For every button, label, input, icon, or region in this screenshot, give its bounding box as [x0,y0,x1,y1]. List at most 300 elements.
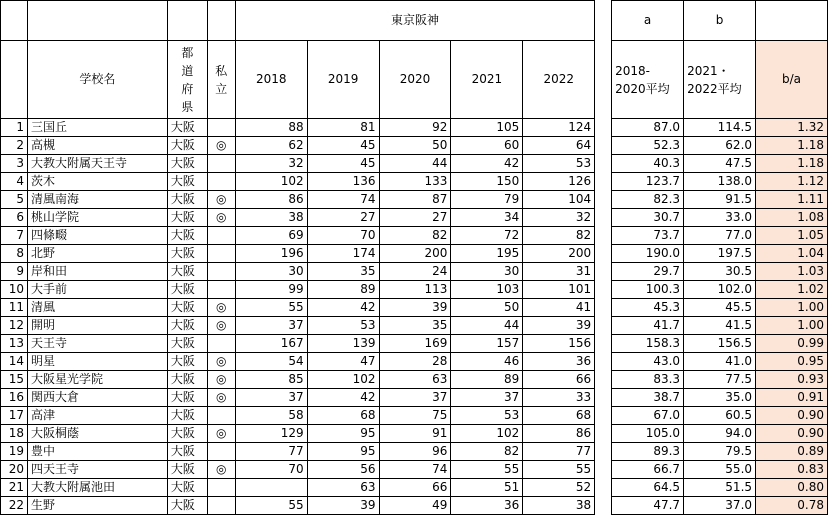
year-2021-cell[interactable]: 53 [451,407,523,425]
avg-b-cell[interactable]: 79.5 [684,443,756,461]
avg-a-cell[interactable]: 45.3 [612,299,684,317]
prefecture-cell[interactable]: 大阪 [167,299,207,317]
table-row [1,497,828,515]
school-name-cell[interactable]: 岸和田 [27,263,167,281]
year-2021-header[interactable]: 2021 [451,41,523,119]
prefecture-cell[interactable]: 大阪 [167,461,207,479]
ratio-cell[interactable]: 1.03 [756,263,828,281]
year-2021-cell[interactable]: 150 [451,173,523,191]
table-row [1,191,828,209]
school-name-cell[interactable]: 大手前 [27,281,167,299]
year-2022-cell[interactable]: 52 [523,479,595,497]
year-2018-cell[interactable]: 58 [235,407,307,425]
avg-a-header[interactable] [612,41,684,119]
year-2020-cell[interactable]: 66 [379,479,451,497]
year-2019-cell[interactable]: 95 [307,425,379,443]
year-2019-cell[interactable]: 95 [307,443,379,461]
year-2022-cell[interactable]: 77 [523,443,595,461]
ratio-cell[interactable]: 0.91 [756,389,828,407]
header-blank-cell[interactable] [1,41,28,119]
year-2018-cell[interactable]: 32 [235,155,307,173]
year-2018-cell[interactable]: 55 [235,497,307,515]
private-mark-cell[interactable]: ◎ [207,389,235,407]
prefecture-cell[interactable]: 大阪 [167,335,207,353]
year-2019-cell[interactable]: 81 [307,119,379,137]
header-blank-cell[interactable] [207,1,235,41]
row-number-cell[interactable]: 20 [1,461,28,479]
row-number-cell[interactable]: 4 [1,173,28,191]
avg-a-cell[interactable]: 43.0 [612,353,684,371]
school-name-cell[interactable]: 清風南海 [27,191,167,209]
row-number-cell[interactable]: 5 [1,191,28,209]
ratio-cell[interactable]: 0.90 [756,407,828,425]
ratio-cell[interactable]: 0.83 [756,461,828,479]
avg-a-cell[interactable]: 64.5 [612,479,684,497]
avg-b-cell[interactable]: 41.5 [684,317,756,335]
prefecture-cell[interactable]: 大阪 [167,317,207,335]
prefecture-cell[interactable]: 大阪 [167,173,207,191]
year-2019-header[interactable]: 2019 [307,41,379,119]
ratio-cell[interactable]: 0.78 [756,497,828,515]
year-2018-cell[interactable]: 196 [235,245,307,263]
year-2018-cell[interactable] [235,479,307,497]
row-number-cell[interactable]: 13 [1,335,28,353]
year-2019-cell[interactable]: 139 [307,335,379,353]
col-a-header[interactable]: a [612,1,684,41]
avg-a-cell[interactable]: 29.7 [612,263,684,281]
private-mark-cell[interactable] [207,443,235,461]
private-mark-cell[interactable] [207,155,235,173]
year-2020-cell[interactable]: 92 [379,119,451,137]
ratio-cell[interactable]: 0.95 [756,353,828,371]
prefecture-cell[interactable]: 大阪 [167,209,207,227]
row-number-cell[interactable]: 2 [1,137,28,155]
avg-b-cell[interactable]: 138.0 [684,173,756,191]
year-2020-cell[interactable]: 87 [379,191,451,209]
year-2020-cell[interactable]: 96 [379,443,451,461]
table-row [1,389,828,407]
year-2020-cell[interactable]: 133 [379,173,451,191]
prefecture-cell[interactable]: 大阪 [167,263,207,281]
year-2022-header[interactable]: 2022 [523,41,595,119]
row-number-cell[interactable]: 7 [1,227,28,245]
year-2021-cell[interactable]: 51 [451,479,523,497]
year-2021-cell[interactable]: 102 [451,425,523,443]
private-mark-cell[interactable] [207,263,235,281]
row-number-cell[interactable]: 21 [1,479,28,497]
school-name-cell[interactable]: 関西大倉 [27,389,167,407]
avg-a-cell[interactable]: 89.3 [612,443,684,461]
ratio-cell[interactable]: 1.08 [756,209,828,227]
avg-b-cell[interactable]: 91.5 [684,191,756,209]
year-2020-cell[interactable]: 37 [379,389,451,407]
avg-b-cell[interactable]: 55.0 [684,461,756,479]
row-number-cell[interactable]: 6 [1,209,28,227]
avg-b-cell[interactable]: 156.5 [684,335,756,353]
year-2020-cell[interactable]: 28 [379,353,451,371]
school-name-cell[interactable]: 大阪星光学院 [27,371,167,389]
year-2019-cell[interactable]: 89 [307,281,379,299]
year-2022-cell[interactable]: 124 [523,119,595,137]
school-name-cell[interactable]: 北野 [27,245,167,263]
prefecture-cell[interactable]: 大阪 [167,119,207,137]
private-mark-cell[interactable] [207,497,235,515]
school-name-cell[interactable]: 清風 [27,299,167,317]
year-2018-cell[interactable]: 167 [235,335,307,353]
table-row [1,299,828,317]
table-row [1,119,828,137]
row-number-cell[interactable]: 9 [1,263,28,281]
year-2020-cell[interactable]: 82 [379,227,451,245]
row-number-cell[interactable]: 18 [1,425,28,443]
ratio-cell[interactable]: 1.32 [756,119,828,137]
private-mark-cell[interactable]: ◎ [207,191,235,209]
year-2021-cell[interactable]: 37 [451,389,523,407]
ratio-cell[interactable]: 1.12 [756,173,828,191]
row-number-cell[interactable]: 22 [1,497,28,515]
year-2021-cell[interactable]: 36 [451,497,523,515]
year-2021-cell[interactable]: 55 [451,461,523,479]
year-2020-cell[interactable]: 169 [379,335,451,353]
year-2020-cell[interactable]: 200 [379,245,451,263]
year-2022-cell[interactable]: 68 [523,407,595,425]
avg-b-cell[interactable]: 102.0 [684,281,756,299]
year-2020-cell[interactable]: 91 [379,425,451,443]
prefecture-cell[interactable]: 大阪 [167,155,207,173]
row-number-cell[interactable]: 3 [1,155,28,173]
year-2018-cell[interactable]: 99 [235,281,307,299]
prefecture-header[interactable] [167,41,207,119]
year-2019-cell[interactable]: 70 [307,227,379,245]
year-2018-cell[interactable]: 62 [235,137,307,155]
avg-b-cell[interactable]: 114.5 [684,119,756,137]
ratio-cell[interactable]: 0.93 [756,371,828,389]
year-2021-cell[interactable]: 46 [451,353,523,371]
year-2018-header[interactable]: 2018 [235,41,307,119]
avg-b-cell[interactable]: 197.5 [684,245,756,263]
year-2021-cell[interactable]: 82 [451,443,523,461]
prefecture-cell[interactable]: 大阪 [167,137,207,155]
year-2022-cell[interactable]: 31 [523,263,595,281]
school-name-cell[interactable]: 生野 [27,497,167,515]
year-2021-cell[interactable]: 60 [451,137,523,155]
avg-a-cell[interactable]: 105.0 [612,425,684,443]
year-2021-cell[interactable]: 42 [451,155,523,173]
year-2021-cell[interactable]: 30 [451,263,523,281]
ratio-cell[interactable]: 1.11 [756,191,828,209]
year-2019-cell[interactable]: 45 [307,137,379,155]
avg-a-cell[interactable]: 82.3 [612,191,684,209]
ratio-cell[interactable]: 1.04 [756,245,828,263]
year-2022-cell[interactable]: 38 [523,497,595,515]
avg-a-cell[interactable]: 190.0 [612,245,684,263]
year-2018-cell[interactable]: 70 [235,461,307,479]
private-header[interactable] [207,41,235,119]
avg-a-cell[interactable]: 47.7 [612,497,684,515]
private-mark-cell[interactable] [207,227,235,245]
avg-b-cell[interactable]: 41.0 [684,353,756,371]
avg-a-cell[interactable]: 83.3 [612,371,684,389]
year-2021-cell[interactable]: 34 [451,209,523,227]
year-2019-cell[interactable]: 39 [307,497,379,515]
school-name-cell[interactable]: 開明 [27,317,167,335]
gap-cell [595,173,612,191]
year-2021-cell[interactable]: 195 [451,245,523,263]
year-2019-cell[interactable]: 74 [307,191,379,209]
gap-cell [595,461,612,479]
avg-a-cell[interactable]: 73.7 [612,227,684,245]
school-name-cell[interactable]: 豊中 [27,443,167,461]
avg-b-cell[interactable]: 35.0 [684,389,756,407]
year-2021-cell[interactable]: 157 [451,335,523,353]
row-number-cell[interactable]: 14 [1,353,28,371]
private-mark-cell[interactable]: ◎ [207,425,235,443]
gap-cell [595,353,612,371]
ratio-cell[interactable]: 1.18 [756,137,828,155]
avg-a-line: 2020平均 [615,81,670,96]
private-mark-cell[interactable]: ◎ [207,209,235,227]
avg-b-cell[interactable]: 45.5 [684,299,756,317]
ratio-cell[interactable]: 1.05 [756,227,828,245]
year-2018-cell[interactable]: 69 [235,227,307,245]
prefecture-cell[interactable]: 大阪 [167,245,207,263]
prefecture-cell[interactable]: 大阪 [167,227,207,245]
year-2021-cell[interactable]: 103 [451,281,523,299]
avg-b-cell[interactable]: 62.0 [684,137,756,155]
avg-a-cell[interactable]: 123.7 [612,173,684,191]
year-2019-cell[interactable]: 42 [307,299,379,317]
year-2019-cell[interactable]: 42 [307,389,379,407]
row-number-cell[interactable]: 17 [1,407,28,425]
year-2020-cell[interactable]: 44 [379,155,451,173]
prefecture-cell[interactable]: 大阪 [167,479,207,497]
year-2020-cell[interactable]: 35 [379,317,451,335]
school-name-cell[interactable]: 茨木 [27,173,167,191]
avg-a-cell[interactable]: 100.3 [612,281,684,299]
avg-b-cell[interactable]: 33.0 [684,209,756,227]
year-2020-cell[interactable]: 113 [379,281,451,299]
school-name-cell[interactable]: 大教大附属天王寺 [27,155,167,173]
school-name-cell[interactable]: 天王寺 [27,335,167,353]
prefecture-cell[interactable]: 大阪 [167,443,207,461]
year-2022-cell[interactable]: 32 [523,209,595,227]
table-row [1,245,828,263]
avg-a-cell[interactable]: 52.3 [612,137,684,155]
gap-cell [595,335,612,353]
ratio-cell[interactable]: 0.90 [756,425,828,443]
school-name-cell[interactable]: 桃山学院 [27,209,167,227]
year-2019-cell[interactable]: 68 [307,407,379,425]
avg-b-cell[interactable]: 77.0 [684,227,756,245]
private-mark-cell[interactable] [207,281,235,299]
year-2018-cell[interactable]: 85 [235,371,307,389]
year-2021-cell[interactable]: 105 [451,119,523,137]
header-blank-cell[interactable] [1,1,28,41]
school-name-cell[interactable]: 四天王寺 [27,461,167,479]
private-mark-cell[interactable] [207,407,235,425]
year-2019-cell[interactable]: 102 [307,371,379,389]
year-2020-cell[interactable]: 75 [379,407,451,425]
avg-a-cell[interactable]: 30.7 [612,209,684,227]
year-2022-cell[interactable]: 86 [523,425,595,443]
ratio-cell[interactable]: 0.80 [756,479,828,497]
avg-b-cell[interactable]: 60.5 [684,407,756,425]
year-2018-cell[interactable]: 129 [235,425,307,443]
year-2019-cell[interactable]: 27 [307,209,379,227]
ratio-cell[interactable]: 1.02 [756,281,828,299]
private-mark-cell[interactable] [207,479,235,497]
year-2018-cell[interactable]: 30 [235,263,307,281]
row-number-cell[interactable]: 1 [1,119,28,137]
year-2022-cell[interactable]: 36 [523,353,595,371]
avg-b-header[interactable] [684,41,756,119]
private-mark-cell[interactable]: ◎ [207,299,235,317]
prefecture-cell[interactable]: 大阪 [167,497,207,515]
year-2020-cell[interactable]: 50 [379,137,451,155]
avg-a-cell[interactable]: 87.0 [612,119,684,137]
row-number-cell[interactable]: 16 [1,389,28,407]
private-mark-cell[interactable]: ◎ [207,317,235,335]
col-b-header[interactable]: b [684,1,756,41]
school-name-cell[interactable]: 大阪桐蔭 [27,425,167,443]
school-name-header[interactable]: 学校名 [27,41,167,119]
avg-b-cell[interactable]: 51.5 [684,479,756,497]
school-name-cell[interactable]: 三国丘 [27,119,167,137]
prefecture-cell[interactable]: 大阪 [167,425,207,443]
year-2018-cell[interactable]: 55 [235,299,307,317]
row-number-cell[interactable]: 19 [1,443,28,461]
year-2019-cell[interactable]: 174 [307,245,379,263]
year-2018-cell[interactable]: 38 [235,209,307,227]
row-number-cell[interactable]: 10 [1,281,28,299]
year-2022-cell[interactable]: 200 [523,245,595,263]
year-2022-cell[interactable]: 41 [523,299,595,317]
header-row-1 [1,1,828,41]
row-number-cell[interactable]: 11 [1,299,28,317]
year-2019-cell[interactable]: 53 [307,317,379,335]
avg-b-cell[interactable]: 77.5 [684,371,756,389]
prefecture-cell[interactable]: 大阪 [167,281,207,299]
year-2020-cell[interactable]: 27 [379,209,451,227]
year-2022-cell[interactable]: 39 [523,317,595,335]
year-2022-cell[interactable]: 126 [523,173,595,191]
year-2020-cell[interactable]: 49 [379,497,451,515]
year-2018-cell[interactable]: 86 [235,191,307,209]
ratio-cell[interactable]: 0.89 [756,443,828,461]
ratio-cell[interactable]: 1.00 [756,299,828,317]
private-mark-cell[interactable] [207,335,235,353]
year-2019-cell[interactable]: 56 [307,461,379,479]
private-mark-cell[interactable] [207,173,235,191]
year-2022-cell[interactable]: 104 [523,191,595,209]
ratio-cell[interactable]: 1.18 [756,155,828,173]
header-blank-cell[interactable] [756,1,828,41]
prefecture-cell[interactable]: 大阪 [167,407,207,425]
header-blank-cell[interactable] [167,1,207,41]
year-2022-cell[interactable]: 55 [523,461,595,479]
ratio-cell[interactable]: 1.00 [756,317,828,335]
year-2022-cell[interactable]: 53 [523,155,595,173]
header-row-2 [1,41,828,119]
year-2021-cell[interactable]: 44 [451,317,523,335]
avg-a-cell[interactable]: 66.7 [612,461,684,479]
year-2022-cell[interactable]: 64 [523,137,595,155]
school-name-cell[interactable]: 明星 [27,353,167,371]
avg-b-cell[interactable]: 30.5 [684,263,756,281]
gap-cell [595,371,612,389]
year-2019-cell[interactable]: 136 [307,173,379,191]
year-2020-cell[interactable]: 74 [379,461,451,479]
header-blank-cell[interactable] [27,1,167,41]
prefecture-cell[interactable]: 大阪 [167,371,207,389]
year-2019-cell[interactable]: 63 [307,479,379,497]
year-2021-cell[interactable]: 89 [451,371,523,389]
year-2019-cell[interactable]: 47 [307,353,379,371]
private-mark-cell[interactable] [207,245,235,263]
year-2022-cell[interactable]: 82 [523,227,595,245]
year-2022-cell[interactable]: 33 [523,389,595,407]
year-2021-cell[interactable]: 72 [451,227,523,245]
row-number-cell[interactable]: 15 [1,371,28,389]
year-2018-cell[interactable]: 54 [235,353,307,371]
prefecture-cell[interactable]: 大阪 [167,191,207,209]
school-name-cell[interactable]: 高津 [27,407,167,425]
year-2019-cell[interactable]: 45 [307,155,379,173]
school-name-cell[interactable]: 大教大附属池田 [27,479,167,497]
private-mark-cell[interactable]: ◎ [207,461,235,479]
year-2019-cell[interactable]: 35 [307,263,379,281]
row-number-cell[interactable]: 12 [1,317,28,335]
prefecture-cell[interactable]: 大阪 [167,353,207,371]
avg-b-cell[interactable]: 37.0 [684,497,756,515]
avg-b-cell[interactable]: 94.0 [684,425,756,443]
year-2022-cell[interactable]: 66 [523,371,595,389]
year-2022-cell[interactable]: 101 [523,281,595,299]
table-row [1,425,828,443]
school-name-cell[interactable]: 四條畷 [27,227,167,245]
group-title-cell[interactable]: 東京阪神 [235,1,594,41]
avg-a-cell[interactable]: 38.7 [612,389,684,407]
year-2018-cell[interactable]: 88 [235,119,307,137]
avg-a-cell[interactable]: 41.7 [612,317,684,335]
year-2022-cell[interactable]: 156 [523,335,595,353]
year-2020-header[interactable]: 2020 [379,41,451,119]
year-2021-cell[interactable]: 79 [451,191,523,209]
private-mark-cell[interactable]: ◎ [207,137,235,155]
private-mark-cell[interactable]: ◎ [207,353,235,371]
year-2018-cell[interactable]: 102 [235,173,307,191]
ratio-cell[interactable]: 0.99 [756,335,828,353]
year-2018-cell[interactable]: 37 [235,389,307,407]
year-2018-cell[interactable]: 37 [235,317,307,335]
prefecture-cell[interactable]: 大阪 [167,389,207,407]
year-2018-cell[interactable]: 77 [235,443,307,461]
prefecture-char: 県 [181,99,194,114]
year-2021-cell[interactable]: 50 [451,299,523,317]
avg-a-cell[interactable]: 67.0 [612,407,684,425]
year-2020-cell[interactable]: 39 [379,299,451,317]
private-mark-cell[interactable]: ◎ [207,371,235,389]
year-2020-cell[interactable]: 63 [379,371,451,389]
school-name-cell[interactable]: 高槻 [27,137,167,155]
avg-a-cell[interactable]: 40.3 [612,155,684,173]
year-2020-cell[interactable]: 24 [379,263,451,281]
row-number-cell[interactable]: 8 [1,245,28,263]
ratio-header[interactable]: b/a [756,41,828,119]
private-mark-cell[interactable] [207,119,235,137]
avg-a-cell[interactable]: 158.3 [612,335,684,353]
avg-b-cell[interactable]: 47.5 [684,155,756,173]
